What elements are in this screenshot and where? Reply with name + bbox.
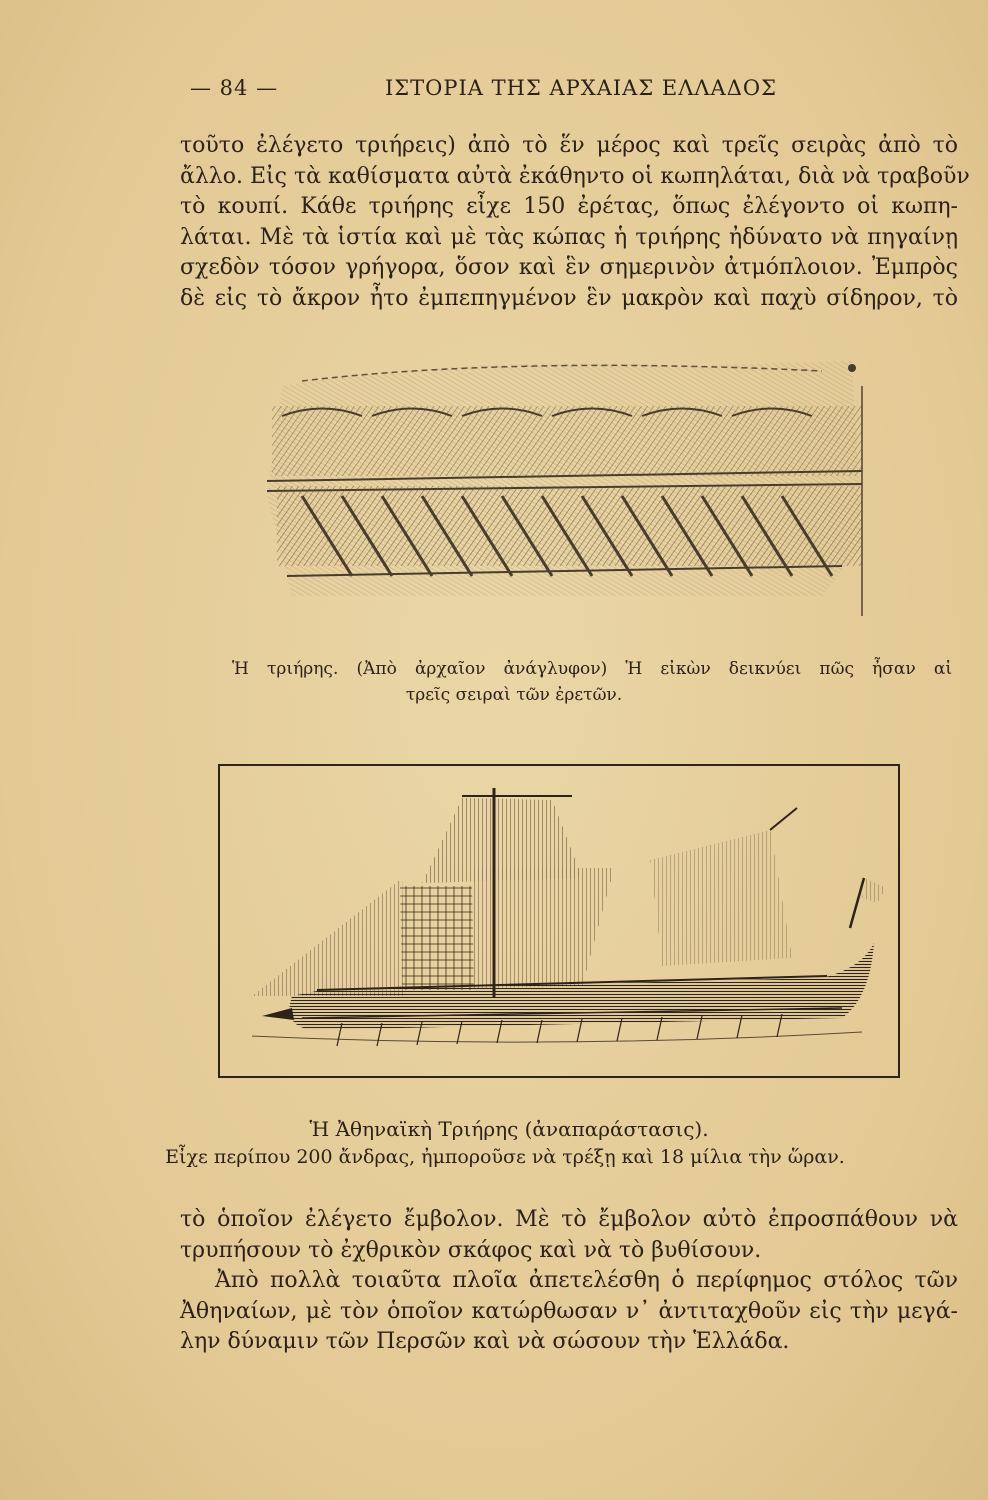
text-line: σχεδὸν τόσον γρήγορα, ὅσον καὶ ἓν σημερινὸν ἀτμόπλοιον. Ἐμπρὸς bbox=[180, 255, 958, 280]
trireme-relief-figure bbox=[262, 346, 866, 630]
running-title: ΙΣΤΟΡΙΑ ΤΗΣ ΑΡΧΑΙΑΣ ΕΛΛΑΔΟΣ bbox=[385, 76, 777, 100]
athenian-trireme-figure bbox=[222, 768, 898, 1076]
page-header bbox=[190, 76, 790, 106]
text-line: τρυπήσουν τὸ ἐχθρικὸν σκάφος καὶ νὰ τὸ βυθίσουν. bbox=[180, 1237, 762, 1263]
figure-1-caption-line-1: Ἡ τριήρης. (Ἀπὸ ἀρχαῖον ἀνάγλυφον) Ἡ εἰκὼν δεικνύει πῶς ἦσαν αἱ bbox=[232, 659, 952, 679]
figure-2-caption-line-2: Εἶχε περίπου 200 ἄνδρας, ἠμποροῦσε νὰ τρέξῃ καὶ 18 μίλια τὴν ὥραν. bbox=[165, 1146, 845, 1168]
figure-2-caption-line-1: Ἡ Ἀθηναϊκὴ Τριήρης (ἀναπαράστασις). bbox=[309, 1117, 709, 1141]
text-line: λάται. Μὲ τὰ ἱστία καὶ μὲ τὰς κώπας ἡ τριήρης ἠδύνατο νὰ πηγαίνῃ bbox=[180, 224, 958, 250]
text-line: τὸ κουπί. Κάθε τριήρης εἶχε 150 ἐρέτας, ὅπως ἐλέγοντο οἱ κωπη- bbox=[180, 194, 958, 219]
paragraph-1 bbox=[180, 131, 970, 314]
text-line: τοῦτο ἐλέγετο τριήρεις) ἀπὸ τὸ ἕν μέρος καὶ τρεῖς σειρὰς ἀπὸ τὸ bbox=[180, 133, 958, 158]
text-line: Ἀπὸ πολλὰ τοιαῦτα πλοῖα ἀπετελέσθη ὁ περίφημος στόλος τῶν bbox=[215, 1268, 958, 1293]
page-number: — 84 — bbox=[190, 76, 279, 100]
text-line: δὲ εἰς τὸ ἄκρον ἦτο ἐμπεπηγμένον ἓν μακρὸν καὶ παχὺ σίδηρον, τὸ bbox=[180, 285, 958, 311]
text-line: ἄλλο. Εἰς τὰ καθίσματα αὐτὰ ἐκάθηντο οἱ κωπηλάται, διὰ νὰ τραβοῦν bbox=[180, 163, 970, 189]
text-line: τὸ ὁποῖον ἐλέγετο ἔμβολον. Μὲ τὸ ἔμβολον αὐτὸ ἐπροσπάθουν νὰ bbox=[180, 1207, 958, 1232]
figure-1-caption-line-2: τρεῖς σειραὶ τῶν ἐρετῶν. bbox=[405, 685, 623, 705]
text-line: Ἀθηναίων, μὲ τὸν ὁποῖον κατώρθωσαν ν᾽ ἀντιταχθοῦν εἰς τὴν μεγά- bbox=[180, 1298, 958, 1324]
text-line: λην δύναμιν τῶν Περσῶν καὶ νὰ σώσουν τὴν Ἑλλάδα. bbox=[180, 1329, 790, 1354]
paragraph-2 bbox=[180, 1205, 958, 1358]
